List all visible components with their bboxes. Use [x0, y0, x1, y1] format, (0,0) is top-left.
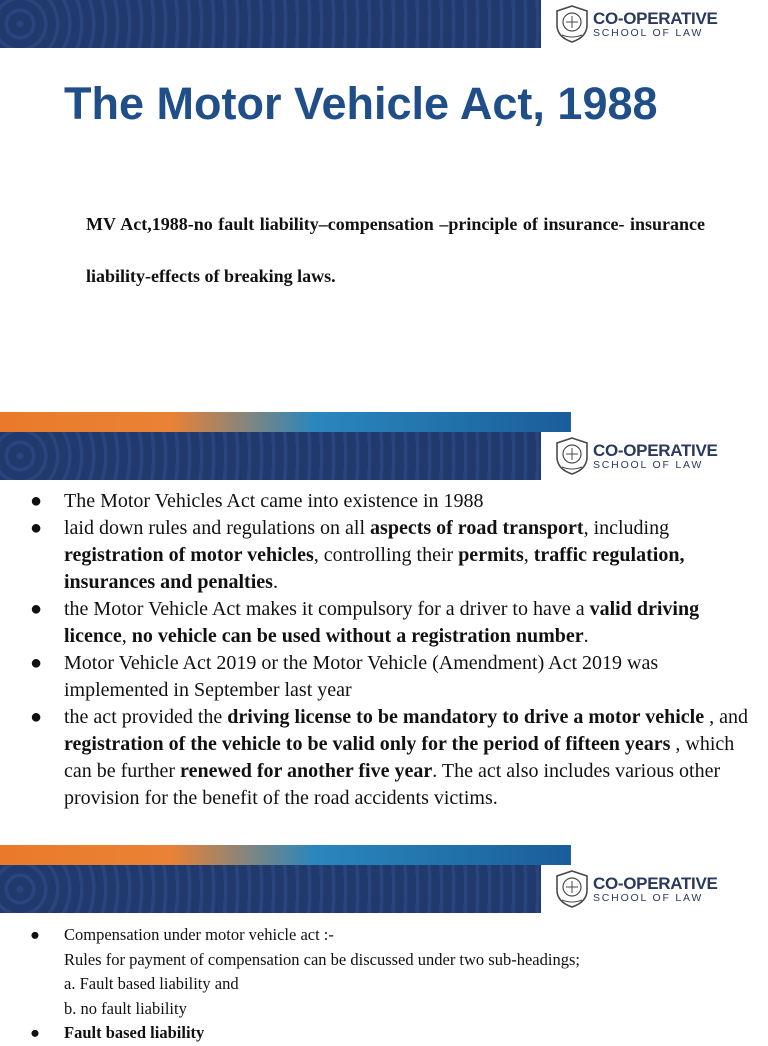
- bullet-text: Motor Vehicle Act 2019 or the Motor Vehicle (Amendment) Act 2019 was implemented in September last year: [64, 652, 659, 701]
- bullet-text: . The act also includes various other provision for the benefit of the road accidents victims.: [64, 760, 721, 809]
- school-seal-icon: [555, 5, 589, 43]
- slide-header-banner: [0, 0, 768, 48]
- bullet-emphasis: traffic regulation, insurances and penalties: [64, 544, 685, 593]
- bullet-text: , including: [583, 517, 670, 539]
- bullet-emphasis: registration of motor vehicles: [64, 544, 314, 566]
- logo-line-2: SCHOOL OF LAW: [593, 26, 704, 39]
- banner-pattern: [0, 432, 560, 480]
- bullet-icon: ●: [30, 517, 43, 539]
- divider-gradient-bar: [0, 845, 571, 865]
- bullet-heading: Fault based liability: [64, 1023, 205, 1042]
- bullet-text: the act provided the: [64, 706, 228, 728]
- bullet-text: , and: [704, 706, 748, 728]
- slide-header-banner: [0, 432, 768, 480]
- bullet-item: [30, 704, 752, 812]
- slide-title: The Motor Vehicle Act, 1988: [64, 78, 658, 129]
- bullet-emphasis: registration of the vehicle to be valid only for the period of fifteen years: [64, 733, 671, 755]
- bullet-emphasis: valid driving licence: [64, 598, 700, 647]
- bullet-icon: ●: [30, 598, 43, 620]
- bullet-text: .: [272, 571, 278, 593]
- bullet-icon: ●: [30, 652, 43, 674]
- bullet-icon: ●: [30, 706, 43, 728]
- logo-line-1: CO-OPERATIVE: [593, 8, 718, 28]
- bullet-list: [30, 923, 752, 1046]
- bullet-text: , which can be further: [64, 733, 735, 782]
- banner-pattern: [0, 0, 560, 48]
- divider-gradient-bar: [0, 412, 571, 432]
- school-seal-icon: [555, 437, 589, 475]
- bullet-icon: ●: [30, 925, 40, 944]
- slide-divider: [0, 845, 768, 865]
- bullet-text: a. Fault based liability and: [64, 974, 239, 993]
- bullet-text: the Motor Vehicle Act makes it compulsory for a driver to have a: [64, 598, 590, 620]
- bullet-text: Rules for payment of compensation can be discussed under two sub-headings;: [64, 949, 580, 969]
- bullet-item: [30, 923, 752, 1021]
- bullet-item: [30, 650, 752, 704]
- bullet-text: .: [583, 625, 589, 647]
- slide-subtitle: MV Act,1988-no fault liability–compensation –principle of insurance- insurance liability-effects of breaking laws.: [86, 214, 705, 286]
- bullet-item: [30, 515, 752, 596]
- bullet-emphasis: permits: [458, 544, 524, 566]
- logo-line-1: CO-OPERATIVE: [593, 440, 718, 460]
- slide-1: [0, 0, 768, 412]
- bullet-icon: ●: [30, 490, 43, 512]
- logo-line-2: SCHOOL OF LAW: [593, 891, 704, 904]
- bullet-icon: ●: [30, 1023, 40, 1042]
- bullet-item: [30, 596, 752, 650]
- bullet-list: [30, 488, 752, 812]
- logo-line-1: CO-OPERATIVE: [593, 873, 718, 893]
- banner-pattern: [0, 865, 560, 913]
- slide-divider: [0, 412, 768, 432]
- bullet-text: , controlling their: [313, 544, 459, 566]
- bullet-heading: Compensation under motor vehicle act :-: [64, 925, 334, 944]
- slide-2: [0, 432, 768, 845]
- bullet-item: [30, 488, 752, 515]
- bullet-text: ,: [523, 544, 534, 566]
- bullet-emphasis: aspects of road transport: [370, 517, 584, 539]
- school-logo: [541, 432, 768, 480]
- bullet-emphasis: driving license to be mandatory to drive a motor vehicle: [227, 706, 705, 728]
- bullet-text: ,: [121, 625, 132, 647]
- bullet-text: The Motor Vehicles Act came into existence in 1988: [64, 490, 484, 512]
- slide-header-banner: [0, 865, 768, 913]
- bullet-item: [30, 1021, 752, 1046]
- slide-3: [0, 865, 768, 1042]
- school-logo: [541, 865, 768, 913]
- bullet-emphasis: renewed for another five year: [180, 760, 433, 782]
- logo-line-2: SCHOOL OF LAW: [593, 458, 704, 471]
- bullet-text: b. no fault liability: [64, 998, 187, 1018]
- school-logo: [541, 0, 768, 48]
- school-seal-icon: [555, 870, 589, 908]
- bullet-emphasis: no vehicle can be used without a registration number: [131, 625, 584, 647]
- bullet-text: laid down rules and regulations on all: [64, 517, 371, 539]
